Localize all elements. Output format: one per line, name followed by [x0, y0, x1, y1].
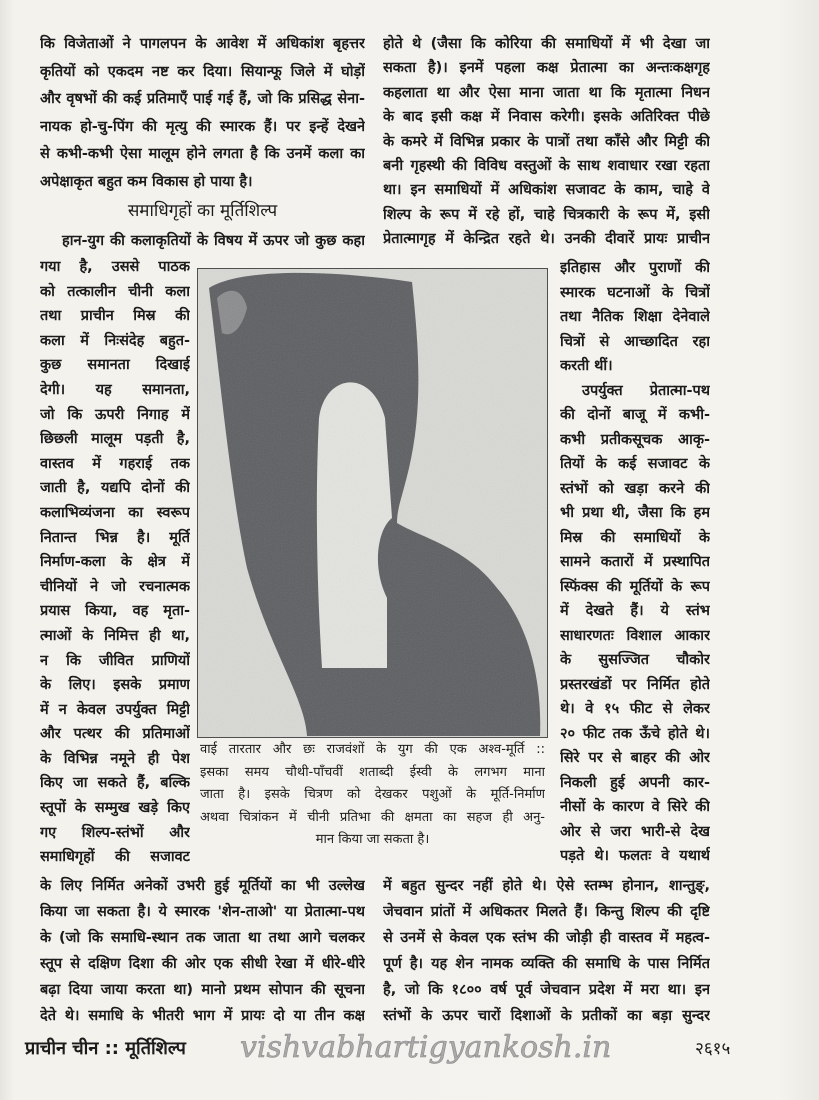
text-line: समाधिगृहों की सजावट [40, 849, 190, 866]
text-line: प्रयास किया, वह मृता- [40, 603, 190, 620]
text-line: है, जो कि १८०० वर्ष पूर्व जेचवान प्रदेश में मरा था। इन [383, 982, 710, 998]
text-line: में न केवल उपर्युक्त मिट्टी [40, 701, 190, 718]
text-line: इसका समय चौथी-पाँचवीं शताब्दी ईस्वी के लगभग माना [200, 764, 545, 780]
text-line: वाई तारतार और छः राजवंशों के युग की एक अश्व-मूर्ति :: [200, 742, 545, 757]
text-line: थे। वे १५ फीट से लेकर [560, 701, 710, 717]
text-line: तथा प्राचीन मिस्र की [40, 308, 190, 325]
bottom-left-column [40, 873, 365, 1029]
text-line: साधारणतः विशाल आकार [560, 627, 710, 644]
section-heading: समाधिगृहों का मूर्तिशिल्प [127, 201, 278, 221]
watermark: vishvabhartigyankosh.in [240, 1030, 612, 1065]
text-line: स्तूपों के सम्मुख खड़े किए [40, 800, 190, 817]
text-line: किए जा सकते हैं, बल्कि [40, 775, 190, 792]
text-line: सामने कतारों में प्रस्थापित [560, 554, 710, 570]
text-line: और पत्थर की प्रतिमाओं [40, 726, 190, 743]
text-line: जाती है, यद्यपि दोनों की [40, 480, 190, 497]
text-line: जो कि ऊपरी निगाह में [40, 406, 190, 423]
text-line: देते थे। समाधि के भीतरी भाग में प्रायः दो या तीन कक्ष [40, 1008, 365, 1024]
text-line: मान किया जा सकता है। [315, 832, 430, 847]
text-line: चित्रों से आच्छादित रहा [560, 333, 710, 350]
paragraph-start-line: हान-युग की कलाकृतियों के विषय में ऊपर जो कुछ कहा [62, 233, 365, 249]
left-narrow-column [40, 255, 190, 870]
text-line: कहलाता था और ऐसा माना जाता था कि मृतात्मा निधन [383, 84, 710, 101]
text-line: नायक हो-चु-पिंग की मृत्यु की स्मारक हैं। पर इन्हें देखने [40, 118, 365, 135]
right-narrow-column [560, 256, 710, 869]
text-line: करती थीं। [560, 358, 613, 374]
text-line: अथवा चित्रांकन में चीनी प्रतिभा की क्षमता का सहज ही अनु- [200, 809, 545, 825]
text-line: शिल्प के रूप में रहे हों, चाहे चित्रकारी के रूप में, इसी [383, 206, 710, 223]
text-line: भी प्रथा थी, जैसा कि हम [560, 505, 710, 521]
text-line: अपेक्षाकृत बहुत कम विकास हो पाया है। [40, 173, 253, 190]
text-line: कभी प्रतीकसूचक आकृ- [560, 431, 710, 448]
text-line: तियों के कई सजावट के [560, 456, 710, 472]
horse-sculpture-photo [197, 268, 548, 738]
text-line: छिछली मालूम पड़ती है, [40, 431, 190, 448]
text-line: स्फिंक्स की मूर्तियों के रूप [560, 578, 710, 595]
text-line: की दोनों बाजू में कभी- [560, 407, 710, 423]
text-line: के बाद इसी कक्ष में निवास करेगी। इसके अतिरिक्त पीछे [383, 109, 710, 126]
text-line: पड़ते थे। फलतः वे यथार्थ [560, 848, 710, 864]
text-line: नितान्त भिन्न है। मूर्ति [40, 529, 190, 546]
text-line: में बहुत सुन्दर नहीं होते थे। ऐसे स्तम्भ होनान, शान्तुङ्, [383, 878, 710, 894]
text-line: जाता है। इसके चित्रण को देखकर पशुओं के मूर्ति-निर्माण [200, 787, 545, 802]
text-line: प्रस्तरखंडों पर निर्मित होते [560, 676, 710, 693]
text-line: कुछ समानता दिखाई [40, 357, 190, 374]
text-line: सकता है)। इनमें पहला कक्ष प्रेतात्मा का अन्तःकक्षगृह [383, 60, 710, 77]
text-line: के कमरे में विभिन्न प्रकार के पात्रों तथा काँसे और मिट्टी की [383, 133, 710, 150]
text-line: के (जो कि समाधि-स्थान तक जाता था तथा आगे चलकर [40, 930, 365, 946]
text-line: तथा नैतिक शिक्षा देनेवाले [560, 309, 710, 325]
text-line: कि विजेताओं ने पागलपन के आवेश में अधिकांश बृहत्तर [40, 36, 365, 52]
text-line: से कभी-कभी ऐसा मालूम होने लगता है कि उनमें कला का [40, 146, 365, 162]
text-line: ओर से जरा भारी-से देख [560, 823, 710, 840]
text-line: और वृषभों की कई प्रतिमाएँ पाई गई हैं, जो कि प्रसिद्ध सेना- [40, 91, 365, 107]
text-line: स्तंभों के ऊपर चारों दिशाओं के प्रतीकों का बड़ा सुन्दर [383, 1008, 710, 1024]
text-line: होते थे (जैसा कि कोरिया की समाधियों में भी देखा जा [383, 36, 710, 52]
text-line: स्तूप से दक्षिण दिशा की ओर एक सीधी रेखा में धीरे-धीरे [40, 956, 365, 972]
text-line: के विभिन्न नमूने ही पेश [40, 750, 190, 767]
text-line: सिरे पर से बाहर की ओर [560, 750, 710, 766]
text-line: जेचवान प्रांतों में अधिकतर मिलते हैं। किन्तु शिल्प की दृष्टि [383, 904, 710, 920]
text-line: २० फीट तक ऊँचे होते थे। [560, 725, 710, 742]
text-line: था। इन समाधियों में अधिकांश सजावट के काम, चाहे वे [383, 182, 710, 199]
text-line: वास्तव में गहराई तक [40, 455, 190, 472]
text-line: स्तंभों को खड़ा करने की [560, 480, 710, 497]
text-line: मिस्र की समाधियों के [560, 529, 710, 546]
text-line: कला में निःसंदेह बहुत- [40, 332, 190, 349]
text-line: स्मारक घटनाओं के चित्रों [560, 284, 710, 301]
text-line: देगी। यह समानता, [40, 381, 190, 398]
text-line: बनी गृहस्थी की विविध वस्तुओं के साथ शवाधार रखा रहता [383, 157, 710, 174]
text-line: निर्माण-कला के क्षेत्र में [40, 554, 190, 571]
figure-caption [200, 739, 545, 852]
page-number: २६१५ [695, 1039, 731, 1059]
text-line: के लिए निर्मित अनेकों उभरी हुई मूर्तियों का भी उल्लेख [40, 878, 365, 894]
text-line: चीनियों ने जो रचनात्मक [40, 578, 190, 595]
bottom-right-column [383, 873, 710, 1029]
text-line: प्रेतात्मागृह में केन्द्रित रहते थे। उनकी दीवारें प्रायः प्राचीन [383, 231, 710, 248]
text-line: बढ़ा दिया जाया करता था) मानो प्रथम सोपान की सूचना [40, 982, 365, 998]
text-line: कृतियों को एकदम नष्ट कर दिया। सियान्फू जिले में घोड़ों [40, 63, 365, 80]
text-line: न कि जीवित प्राणियों [40, 652, 190, 669]
text-line: गए शिल्प-स्तंभों और [40, 824, 190, 841]
text-line: के सुसज्जित चौकोर [560, 652, 710, 668]
text-line: इतिहास और पुराणों की [560, 260, 710, 276]
text-line: को तत्कालीन चीनी कला [40, 283, 190, 300]
text-line: उपर्युक्त प्रेतात्मा-पथ [582, 382, 710, 399]
text-line: गया है, उससे पाठक [40, 259, 190, 275]
text-line: के लिए। इसके प्रमाण [40, 677, 190, 694]
text-line: त्माओं के निमित्त ही था, [40, 627, 190, 644]
text-line: कलाभिव्यंजना का स्वरूप [40, 504, 190, 521]
top-left-column [40, 31, 365, 196]
running-footer-title: प्राचीन चीन :: मूर्तिशिल्प [25, 1038, 186, 1059]
text-line: से उनमें से केवल एक स्तंभ की जोड़ी ही वास्तव में महत्व- [383, 930, 710, 946]
text-line: किया जा सकता है। ये स्मारक 'शेन-ताओ' या प्रेतात्मा-पथ [40, 904, 365, 920]
text-line: पूर्ण है। यह शेन नामक व्यक्ति की समाधि के पास निर्मित [383, 956, 710, 972]
text-line: निकली हुई अपनी कार- [560, 774, 710, 791]
top-right-column [383, 32, 710, 252]
text-line: में देखते हैं। ये स्तंभ [560, 603, 710, 619]
text-line: नीसों के कारण वे सिरे की [560, 799, 710, 815]
